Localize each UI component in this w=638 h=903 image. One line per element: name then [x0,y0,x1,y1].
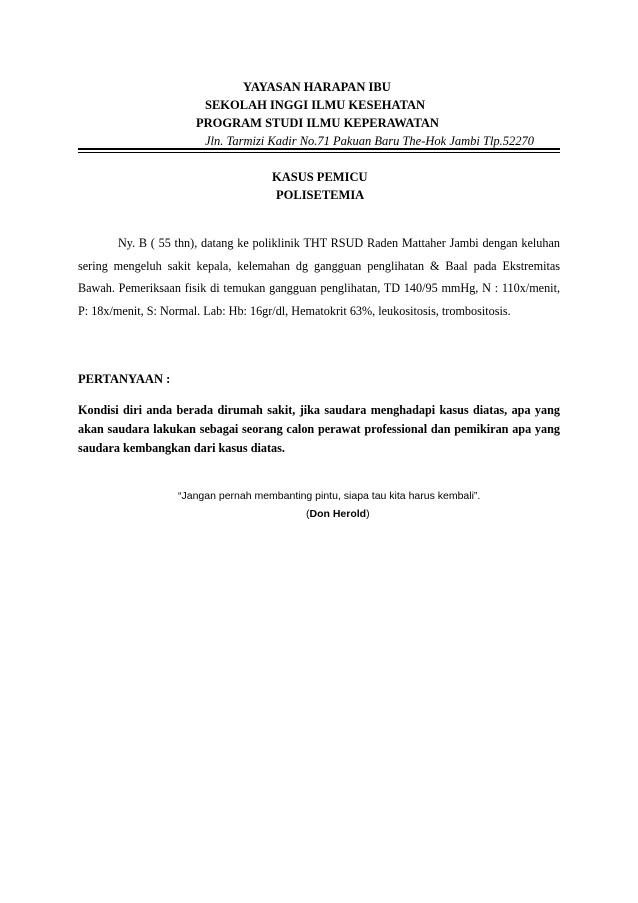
author-paren-close: ) [366,508,370,520]
author-paren-open: ( [306,508,310,520]
address-line: Jln. Tarmizi Kadir No.71 Pakuan Baru The-Hok Jambi Tlp.52270 [205,134,535,148]
case-paragraph: Ny. B ( 55 thn), datang ke poliklinik THT RSUD Raden Mattaher Jambi dengan keluhan sering mengeluh sakit kepala, kelemahan dg gangguan penglihatan & Baal pada Ekstremitas Bawah. Pemeriksaan fisik di temukan gangguan penglihatan, TD 140/95 mmHg, N : 110x/menit, P: 18x/menit, S: Normal. Lab: Hb: 16gr/dl, Hematokrit 63%, leukositosis, trombositosis. [78,236,560,318]
question-heading: PERTANYAAN : [78,372,171,386]
case-subtitle: POLISETEMIA [276,188,365,202]
quote-text: “Jangan pernah membanting pintu, siapa tau kita harus kembali”. [178,490,481,502]
foundation-name: YAYASAN HARAPAN IBU [243,80,391,94]
school-name: SEKOLAH INGGI ILMU KESEHATAN [205,98,426,112]
quote-author: Don Herold [309,508,367,520]
quote-author-line [306,508,370,520]
question-text: Kondisi diri anda berada dirumah sakit, jika saudara menghadapi kasus diatas, apa yang akan saudara lakukan sebagai seorang calon perawat professional dan pemikiran apa yang saudara kembangkan dari kasus diatas. [78,403,560,455]
case-title: KASUS PEMICU [272,170,368,184]
header-divider-thick [78,148,560,150]
header-divider-thin [78,152,560,153]
program-name: PROGRAM STUDI ILMU KEPERAWATAN [196,116,439,130]
